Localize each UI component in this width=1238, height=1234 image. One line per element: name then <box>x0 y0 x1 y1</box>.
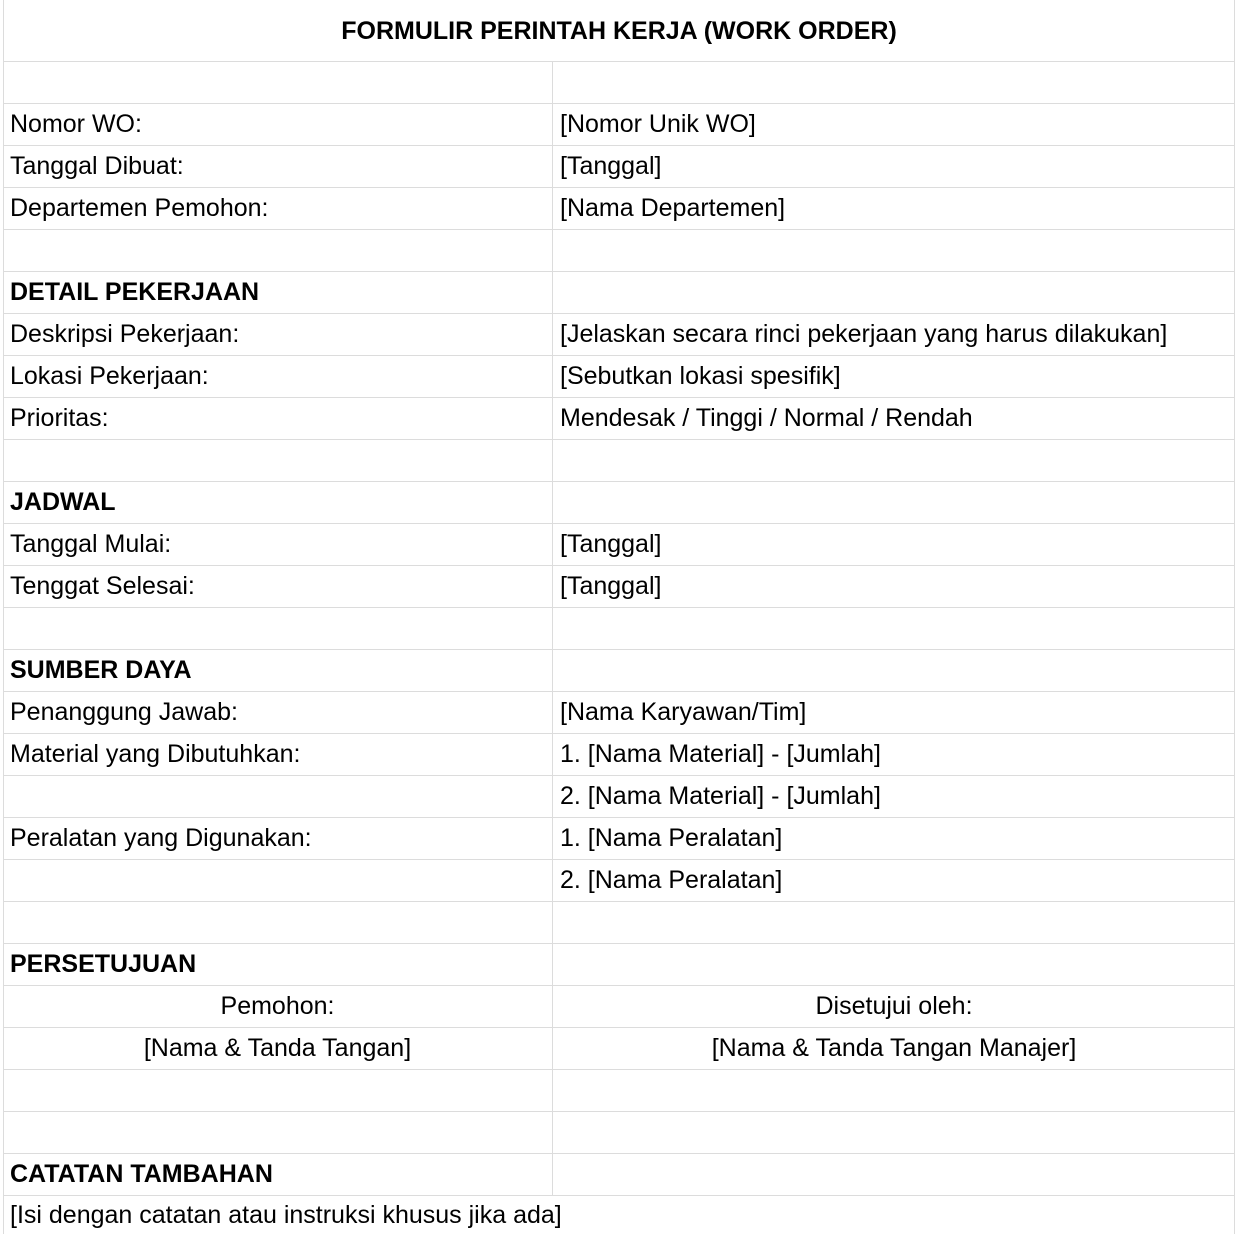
section-row <box>3 1154 1235 1196</box>
priority-label[interactable]: Prioritas: <box>3 398 553 439</box>
table-row <box>3 860 1235 902</box>
material-item[interactable]: 1. [Nama Material] - [Jumlah] <box>560 740 881 768</box>
empty-row <box>3 1070 1235 1112</box>
approval-heading[interactable]: PERSETUJUAN <box>3 944 553 985</box>
empty-row <box>3 230 1235 272</box>
empty-cell[interactable] <box>553 944 1235 985</box>
empty-cell[interactable] <box>553 1112 1235 1153</box>
empty-cell[interactable] <box>3 860 553 901</box>
priority-value[interactable]: Mendesak / Tinggi / Normal / Rendah <box>560 404 973 432</box>
table-row <box>3 104 1235 146</box>
empty-cell[interactable] <box>3 440 553 481</box>
materials-label[interactable]: Material yang Dibutuhkan: <box>3 734 553 775</box>
equipment-label[interactable]: Peralatan yang Digunakan: <box>3 818 553 859</box>
empty-cell[interactable] <box>553 272 1235 313</box>
title-row <box>3 0 1235 62</box>
section-row <box>3 650 1235 692</box>
start-date-value[interactable]: [Tanggal] <box>560 530 662 558</box>
empty-cell[interactable] <box>553 62 1235 103</box>
empty-cell[interactable] <box>553 440 1235 481</box>
department-label[interactable]: Departemen Pemohon: <box>3 188 553 229</box>
table-row <box>3 188 1235 230</box>
table-row <box>3 356 1235 398</box>
table-row <box>3 1196 1235 1234</box>
job-description-label[interactable]: Deskripsi Pekerjaan: <box>3 314 553 355</box>
schedule-heading[interactable]: JADWAL <box>3 482 553 523</box>
department-value[interactable]: [Nama Departemen] <box>560 194 786 222</box>
empty-row <box>3 1112 1235 1154</box>
section-row <box>3 482 1235 524</box>
table-row <box>3 692 1235 734</box>
detail-heading[interactable]: DETAIL PEKERJAAN <box>3 272 553 313</box>
notes-heading[interactable]: CATATAN TAMBAHAN <box>3 1154 553 1195</box>
responsible-value[interactable]: [Nama Karyawan/Tim] <box>560 698 807 726</box>
equipment-item[interactable]: 1. [Nama Peralatan] <box>560 824 783 852</box>
empty-row <box>3 62 1235 104</box>
empty-cell[interactable] <box>553 482 1235 523</box>
empty-cell[interactable] <box>3 230 553 271</box>
empty-cell[interactable] <box>3 1112 553 1153</box>
empty-row <box>3 902 1235 944</box>
empty-cell[interactable] <box>3 902 553 943</box>
responsible-label[interactable]: Penanggung Jawab: <box>3 692 553 733</box>
requester-signature[interactable]: [Nama & Tanda Tangan] <box>3 1028 553 1069</box>
created-date-value[interactable]: [Tanggal] <box>560 152 662 180</box>
empty-cell[interactable] <box>553 608 1235 649</box>
job-location-label[interactable]: Lokasi Pekerjaan: <box>3 356 553 397</box>
job-location-value[interactable]: [Sebutkan lokasi spesifik] <box>560 362 841 390</box>
due-date-value[interactable]: [Tanggal] <box>560 572 662 600</box>
table-row <box>3 986 1235 1028</box>
start-date-label[interactable]: Tanggal Mulai: <box>3 524 553 565</box>
empty-cell[interactable] <box>3 1070 553 1111</box>
material-item[interactable]: 2. [Nama Material] - [Jumlah] <box>560 782 881 810</box>
wo-number-label[interactable]: Nomor WO: <box>3 104 553 145</box>
empty-cell[interactable] <box>3 608 553 649</box>
empty-cell[interactable] <box>553 230 1235 271</box>
empty-row <box>3 440 1235 482</box>
equipment-item[interactable]: 2. [Nama Peralatan] <box>560 866 783 894</box>
table-row <box>3 734 1235 776</box>
created-date-label[interactable]: Tanggal Dibuat: <box>3 146 553 187</box>
empty-cell[interactable] <box>553 1154 1235 1195</box>
table-row <box>3 776 1235 818</box>
resources-heading[interactable]: SUMBER DAYA <box>3 650 553 691</box>
empty-cell[interactable] <box>553 902 1235 943</box>
empty-cell[interactable] <box>553 1070 1235 1111</box>
section-row <box>3 944 1235 986</box>
approver-label[interactable]: Disetujui oleh: <box>815 992 973 1020</box>
wo-number-value[interactable]: [Nomor Unik WO] <box>560 110 756 138</box>
table-row <box>3 818 1235 860</box>
table-row <box>3 1028 1235 1070</box>
table-row <box>3 314 1235 356</box>
empty-row <box>3 608 1235 650</box>
requester-label[interactable]: Pemohon: <box>3 986 553 1027</box>
table-row <box>3 566 1235 608</box>
due-date-label[interactable]: Tenggat Selesai: <box>3 566 553 607</box>
section-row <box>3 272 1235 314</box>
empty-cell[interactable] <box>553 650 1235 691</box>
table-row <box>3 398 1235 440</box>
form-title[interactable]: FORMULIR PERINTAH KERJA (WORK ORDER) <box>341 17 897 45</box>
empty-cell[interactable] <box>3 776 553 817</box>
empty-cell[interactable] <box>3 62 553 103</box>
approver-signature[interactable]: [Nama & Tanda Tangan Manajer] <box>711 1034 1077 1062</box>
table-row <box>3 146 1235 188</box>
notes-text[interactable]: [Isi dengan catatan atau instruksi khusus jika ada] <box>10 1200 562 1229</box>
job-description-value[interactable]: [Jelaskan secara rinci pekerjaan yang harus dilakukan] <box>560 320 1168 348</box>
table-row <box>3 524 1235 566</box>
